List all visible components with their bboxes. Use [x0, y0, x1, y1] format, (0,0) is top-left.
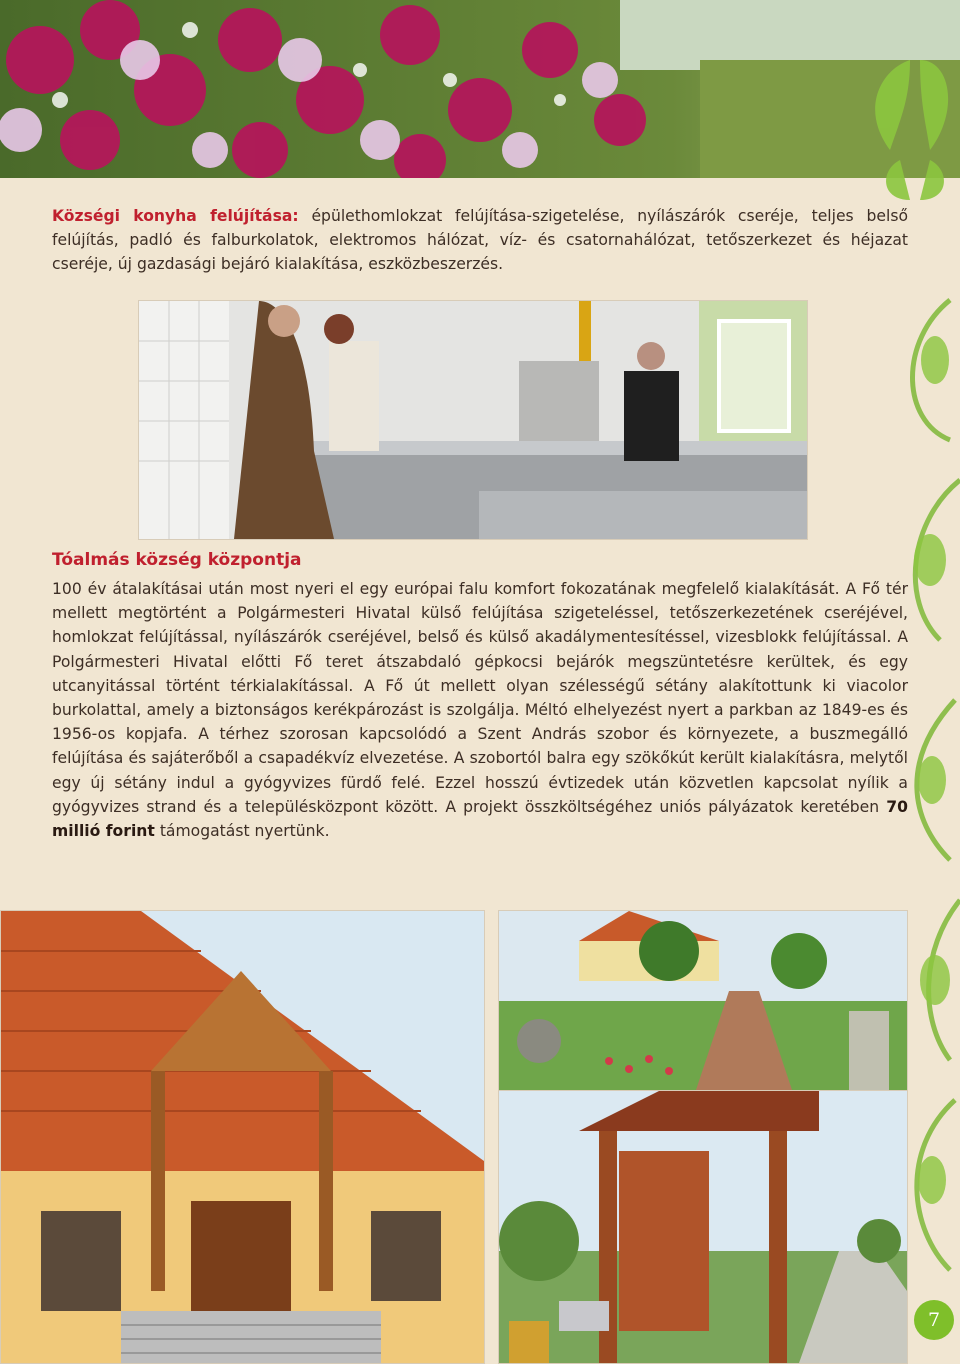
kitchen-title: Községi konyha felújítása: [52, 207, 299, 225]
flower-banner-photo [0, 0, 960, 178]
center-paragraph [52, 577, 908, 843]
center-text: 100 év átalakításai után most nyeri el egy európai falu komfort fokozatának megfelelő kialakítását. A Fő tér mellett megtörtént a Polgármesteri Hivatal külső felújítása szigeteléssel, tetőszerkezetének cseréjével, homlokzat felújítással, nyílászárók cseréjével, belső és külső akadálymentesítéssel, vizesblokk felújítással. A Polgármesteri Hivatal előtti Fő teret átszabdaló gépkocsi bejárók megszüntetésre kerültek, és egy utcanyitással történt térkialakítással. A Fő út mellett olyan szélességű sétány alakítottunk ki viacolor burkolattal, amely a biztonságos kerékpározást is szolgálja. Méltó elhelyezést nyert a parkban az 1849-es és 1956-os kopjafa. A térhez szorosan kapcsolódó a Szent András szobor és környezete, a buszmegálló felújítása és sajáterőből a csapadékvíz elvezetése. A szobortól balra egy szökőkút került kialakításra, melytől egy új sétány indul a gyógyvizes fürdő felé. Ezzel hosszú évtizedek után közvetlen kapcsolat nyílik a gyógyvizes strand és a településközpont között. A projekt összköltségéhez uniós pályázatok keretében [52, 580, 908, 816]
kitchen-text: épülethomlokzat felújítása-szigetelése, nyílászárók cseréje, teljes belső felújítás, padló és falburkolatok, elektromos hálózat, víz- és csatornahálózat, tetőszerkezet és héjazat cseréje, új gazdasági bejáró kialakítása, eszközbeszerzés. [52, 207, 908, 274]
center-text-end: támogatást nyertünk. [154, 822, 330, 841]
bus-stop-photo [498, 1090, 908, 1364]
kitchen-photo [138, 300, 808, 540]
town-hall-photo [0, 910, 485, 1364]
section-title: Tóalmás község központja [52, 550, 302, 570]
funding-amount: 70 millió forint [52, 797, 908, 841]
page-number: 7 [914, 1300, 954, 1340]
town-square-photo [498, 910, 908, 1112]
kitchen-paragraph [52, 204, 908, 277]
